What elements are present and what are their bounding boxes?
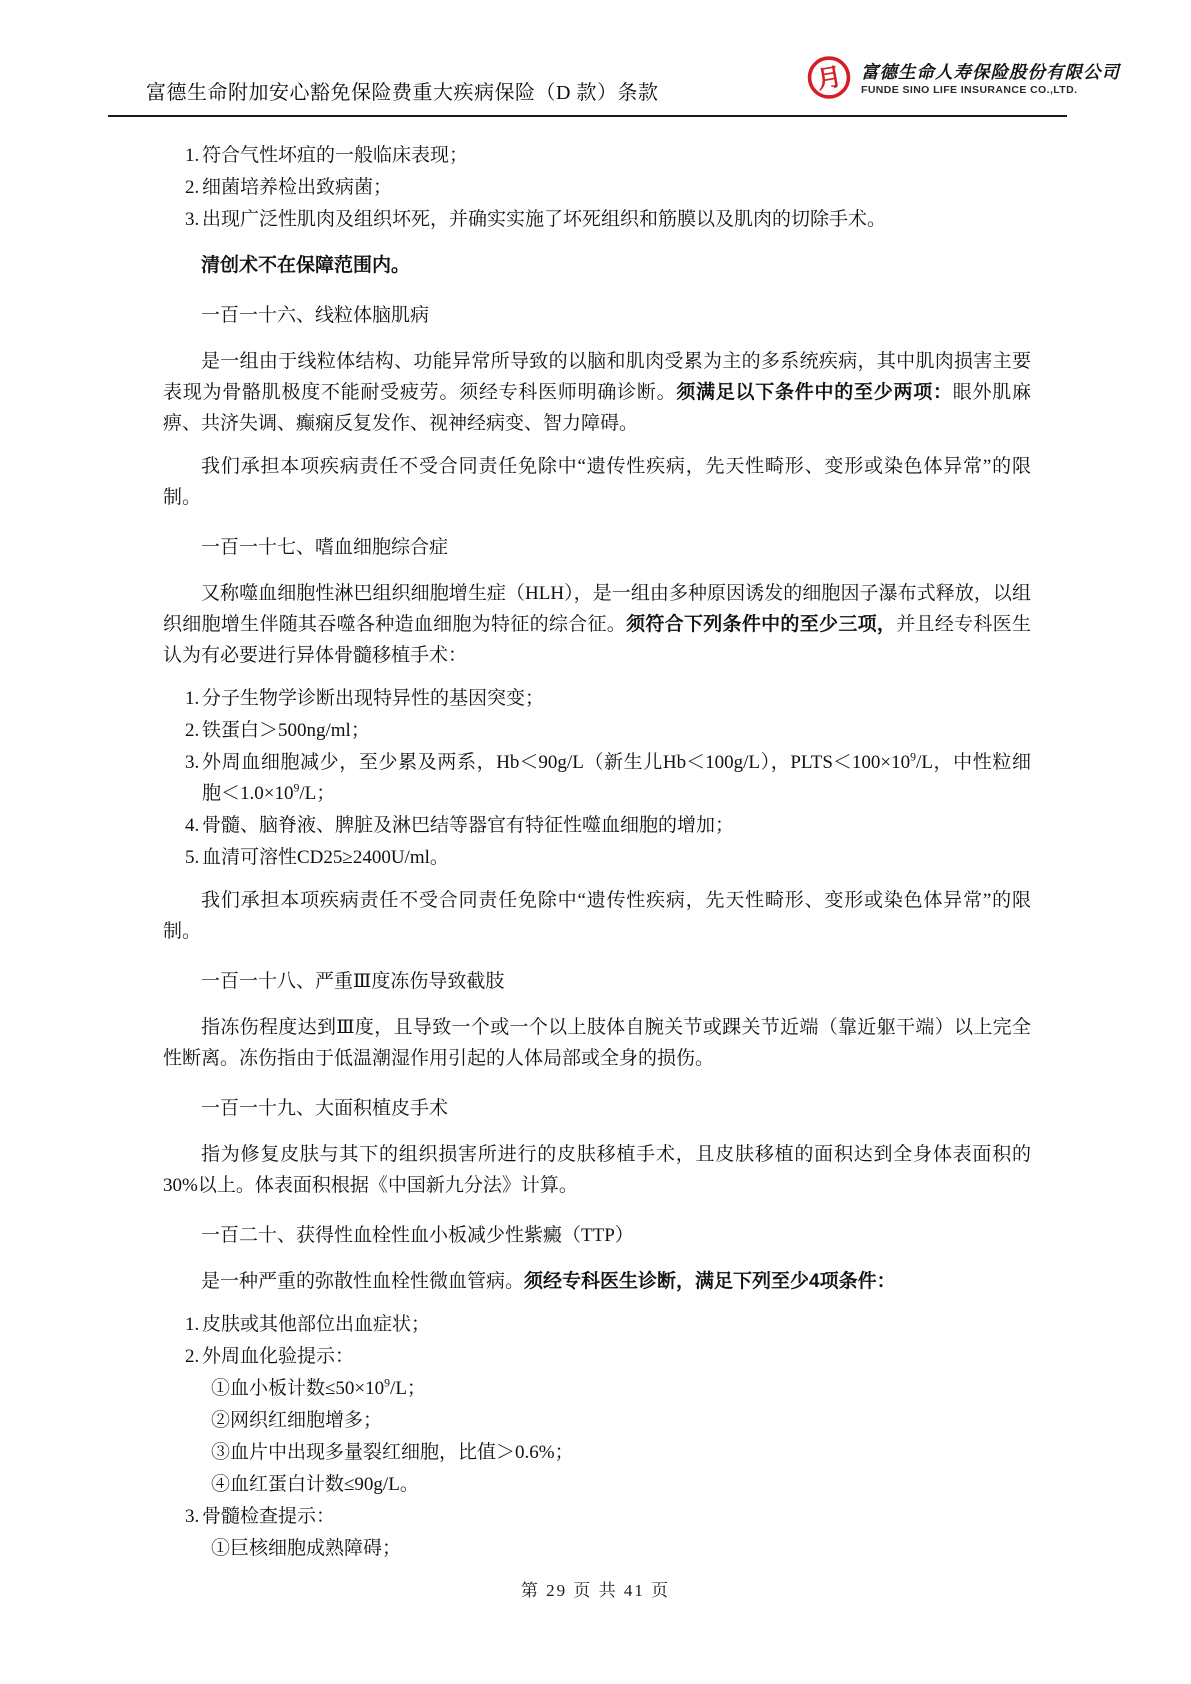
- sub-list-item: ①巨核细胞成熟障碍；: [211, 1538, 402, 1559]
- doc-paragraph: 指为修复皮肤与其下的组织损害所进行的皮肤移植手术，且皮肤移植的面积达到全身体表面积的30%以上。体表面积根据《中国新九分法》计算。: [163, 1144, 1031, 1196]
- list-item: 1. 皮肤或其他部位出血症状；: [163, 1309, 1031, 1340]
- section-heading: 一百一十七、嗜血细胞综合症: [201, 537, 449, 558]
- list-number: 1.: [185, 688, 200, 709]
- list-item: 2. 外周血化验提示：: [163, 1341, 1031, 1372]
- list-number: 3.: [185, 209, 200, 230]
- section-heading: 一百二十、获得性血栓性血小板减少性紫癜（TTP）: [201, 1225, 634, 1246]
- section-heading: 一百一十九、大面积植皮手术: [201, 1098, 449, 1119]
- sub-list-item: ②网织红细胞增多；: [211, 1410, 383, 1431]
- list-item: 2. 铁蛋白＞500ng/ml；: [163, 715, 1031, 746]
- sub-list-item: ①血小板计数$\le 50\times 10^9/L$；: [211, 1376, 426, 1399]
- list-number: 2.: [185, 720, 200, 741]
- list-item: 1. 分子生物学诊断出现特异性的基因突变；: [163, 683, 1031, 714]
- list-item: 3. 骨髓检查提示：: [163, 1501, 1031, 1532]
- list-item: 2. 细菌培养检出致病菌；: [163, 172, 1031, 203]
- page-number-footer: 第 29 页 共 41 页: [520, 1581, 671, 1600]
- bold-note: 清创术不在保障范围内。: [201, 255, 411, 276]
- svg-text:月: 月: [814, 61, 844, 95]
- list-number: 3.: [185, 1506, 200, 1527]
- company-name-cn: 富德生命人寿保险股份有限公司: [861, 62, 1120, 83]
- document-header-title: 富德生命附加安心豁免保险费重大疾病保险（D 款）条款: [146, 82, 659, 104]
- list-item: 4. 骨髓、脑脊液、脾脏及淋巴结等器官有特征性噬血细胞的增加；: [163, 810, 1031, 841]
- list-number: 4.: [185, 815, 200, 836]
- list-item: 5. 血清可溶性CD25≥2400U/ml。: [163, 842, 1031, 873]
- header-divider: [108, 115, 1067, 117]
- doc-paragraph: 我们承担本项疾病责任不受合同责任免除中“遗传性疾病，先天性畸形、变形或染色体异常”的限制。: [163, 890, 1031, 942]
- list-number: 1.: [185, 145, 200, 166]
- list-number: 5.: [185, 847, 200, 868]
- list-number: 2.: [185, 1346, 200, 1367]
- list-item: 3. 外周血细胞减少，至少累及两系，Hb＜90g/L（新生儿Hb＜100g/L），$PLTS<100\times 10^9/L$，中性粒细胞$<1.0\times 10^9/L$；: [163, 747, 1031, 809]
- sub-list-item: ④血红蛋白计数≤90g/L。: [211, 1474, 419, 1495]
- company-logo: [806, 54, 1120, 106]
- section-heading: 一百一十六、线粒体脑肌病: [201, 305, 430, 326]
- sub-list-item: ③血片中出现多量裂红细胞，比值＞0.6%；: [211, 1442, 574, 1463]
- list-item: 1. 符合气性坏疽的一般临床表现；: [163, 140, 1031, 171]
- document-body: [163, 139, 1031, 1565]
- funde-logo-icon: [806, 54, 852, 106]
- doc-paragraph: 是一种严重的弥散性血栓性微血管病。须经专科医生诊断，满足下列至少4项条件：: [201, 1271, 896, 1292]
- list-number: 1.: [185, 1314, 200, 1335]
- company-name-en: FUNDE SINO LIFE INSURANCE CO.,LTD.: [861, 83, 1078, 96]
- list-item: 3. 出现广泛性肌肉及组织坏死，并确实实施了坏死组织和筋膜以及肌肉的切除手术。: [163, 204, 1031, 235]
- doc-paragraph: 指冻伤程度达到Ⅲ度，且导致一个或一个以上肢体自腕关节或踝关节近端（靠近躯干端）以上完全性断离。冻伤指由于低温潮湿作用引起的人体局部或全身的损伤。: [163, 1017, 1031, 1069]
- company-name-block: [861, 64, 1120, 96]
- doc-paragraph: 我们承担本项疾病责任不受合同责任免除中“遗传性疾病，先天性畸形、变形或染色体异常”的限制。: [163, 456, 1031, 508]
- doc-paragraph: 又称噬血细胞性淋巴组织细胞增生症（HLH），是一组由多种原因诱发的细胞因子瀑布式释放，以组织细胞增生伴随其吞噬各种造血细胞为特征的综合征。须符合下列条件中的至少三项，并且经专科医生认为有必要进行异体骨髓移植手术：: [163, 583, 1031, 666]
- doc-paragraph: 是一组由于线粒体结构、功能异常所导致的以脑和肌肉受累为主的多系统疾病，其中肌肉损害主要表现为骨骼肌极度不能耐受疲劳。须经专科医师明确诊断。须满足以下条件中的至少两项：眼外肌麻痹、共济失调、癫痫反复发作、视神经病变、智力障碍。: [163, 351, 1031, 434]
- list-number: 2.: [185, 177, 200, 198]
- section-heading: 一百一十八、严重Ⅲ度冻伤导致截肢: [201, 971, 505, 992]
- list-number: 3.: [185, 752, 200, 773]
